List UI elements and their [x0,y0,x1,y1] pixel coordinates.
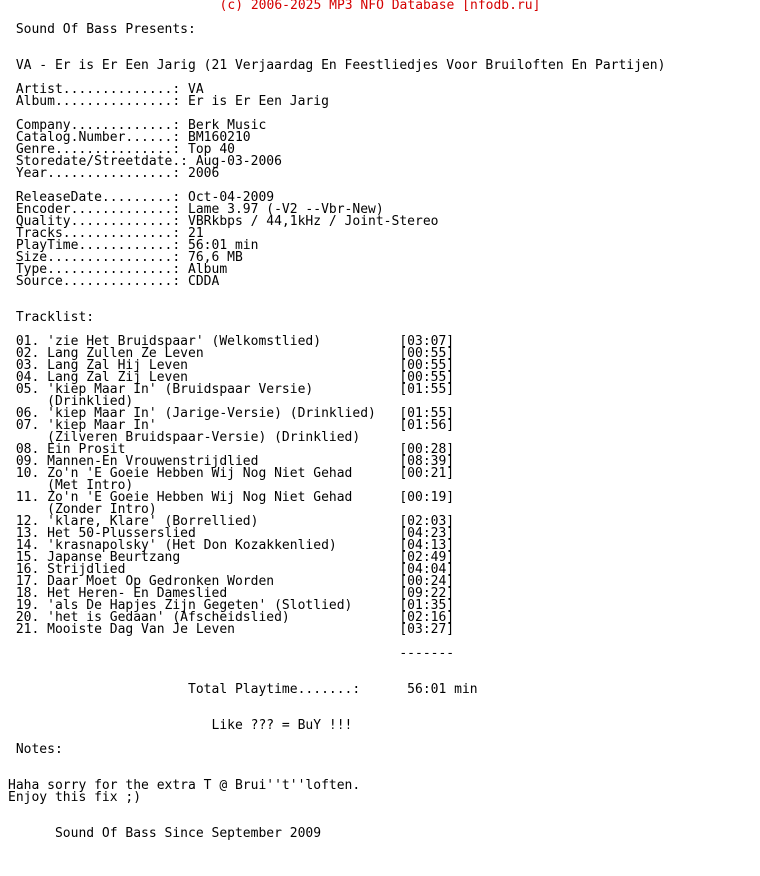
nfo-line: 05. 'kiep Maar In' (Bruidspaar Versie) [01:55] [8,382,455,397]
nfo-line: 13. Het 50-Plusserslied [04:23] [8,526,455,541]
nfo-line: 20. 'het is Gedaan' (Afscheidslied) [02:16] [8,610,455,625]
nfo-line: 10. Zo'n 'E Goeie Hebben Wij Nog Niet Gehad [00:21] [8,466,455,481]
nfo-line: 06. 'kiep Maar In' (Jarige-Versie) (Drinklied) [01:55] [8,406,455,421]
nfo-line [8,300,665,312]
nfo-line: Notes: [8,742,63,757]
nfo-line: 11. Zo'n 'E Goeie Hebben Wij Nog Niet Gehad [00:19] [8,490,455,505]
nfo-line: Source..............: CDDA [8,274,220,289]
nfo-line: Album...............: Er is Er Een Jarig [8,94,329,109]
nfo-line: 07. 'kiep Maar In' [01:56] [8,418,455,433]
nfo-line: 16. Strijdlied [04:04] [8,562,455,577]
nfo-line: Encoder.............: Lame 3.97 (-V2 --Vbr-New) [8,202,384,217]
nfo-line: Artist..............: VA [8,82,204,97]
nfo-line: (Drinklied) [8,394,134,409]
nfo-line: 21. Mooiste Dag Van Je Leven [03:27] [8,622,455,637]
nfo-line: Tracks..............: 21 [8,226,204,241]
nfo-line: (Met Intro) [8,478,134,493]
nfo-line [8,804,665,816]
nfo-line: 12. 'klare, Klare' (Borrellied) [02:03] [8,514,455,529]
nfo-line [8,36,665,48]
nfo-line: Enjoy this fix ;) [8,790,142,805]
nfo-line: Total Playtime.......: 56:01 min [8,682,478,697]
nfo-line: 03. Lang Zal Hij Leven [00:55] [8,358,455,373]
nfo-line: Tracklist: [8,310,95,325]
nfo-line: Storedate/Streetdate.: Aug-03-2006 [8,154,282,169]
nfo-line: Company.............: Berk Music [8,118,267,133]
nfo-line: 17. Daar Moet Op Gedronken Worden [00:24] [8,574,455,589]
nfo-line: Catalog.Number......: BM160210 [8,130,251,145]
nfo-line: Quality.............: VBRkbps / 44,1kHz / Joint-Stereo [8,214,439,229]
nfo-line: Haha sorry for the extra T @ Brui''t''loften. [8,778,361,793]
nfo-line: 01. 'zie Het Bruidspaar' (Welkomstlied) [03:07] [8,334,455,349]
nfo-line: (Zilveren Bruidspaar-Versie) (Drinklied) [8,430,361,445]
nfo-line: Sound Of Bass Presents: [8,22,196,37]
nfo-line: (Zonder Intro) [8,502,157,517]
nfo-line: Size................: 76,6 MB [8,250,243,265]
nfo-line: 19. 'als De Hapjes Zijn Gegeten' (Slotlied) [01:35] [8,598,455,613]
nfo-line: Like ??? = BuY !!! [8,718,353,733]
nfo-text [8,0,665,840]
nfodb-credit: (c) 2006-2025 MP3 NFO Database [nfodb.ru] [219,0,541,13]
nfo-line: 04. Lang Zal Zij Leven [00:55] [8,370,455,385]
nfo-line: VA - Er is Er Een Jarig (21 Verjaardag En Feestliedjes Voor Bruiloften En Partijen) [8,58,666,73]
nfo-line: ReleaseDate.........: Oct-04-2009 [8,190,275,205]
nfo-line: 02. Lang Zullen Ze Leven [00:55] [8,346,455,361]
nfo-line [8,732,665,744]
nfo-line: PlayTime............: 56:01 min [8,238,259,253]
nfo-line: 15. Japanse Beurtzang [02:49] [8,550,455,565]
nfo-line: 14. 'krasnapolsky' (Het Don Kozakkenlied) [04:13] [8,538,455,553]
nfo-line: ------- [8,646,455,661]
nfo-line: 08. Ein Prosit [00:28] [8,442,455,457]
nfo-line: Type................: Album [8,262,228,277]
nfo-line [8,0,665,12]
nfo-line [8,660,665,672]
nfo-line: Year................: 2006 [8,166,220,181]
nfo-line: Sound Of Bass Since September 2009 [8,826,322,841]
nfo-line: 18. Het Heren- En Dameslied [09:22] [8,586,455,601]
nfo-line: Genre...............: Top 40 [8,142,235,157]
nfo-line: 09. Mannen-En Vrouwenstrijdlied [08:39] [8,454,455,469]
nfo-line [8,756,665,768]
nfo-line [8,696,665,708]
nfo-line [8,288,665,300]
